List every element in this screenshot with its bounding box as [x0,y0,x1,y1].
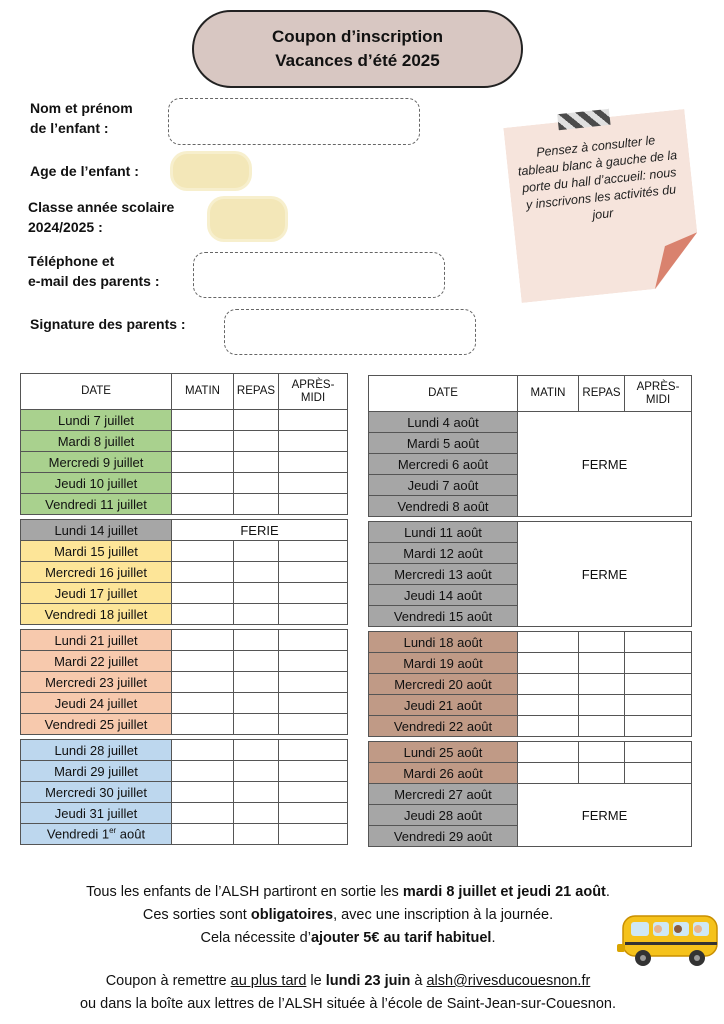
apres-midi-checkbox[interactable] [279,541,348,562]
repas-checkbox[interactable] [234,410,279,431]
date-cell: Vendredi 18 juillet [21,604,172,625]
matin-checkbox[interactable] [172,782,234,803]
date-cell: Lundi 18 août [369,632,518,653]
repas-checkbox[interactable] [234,541,279,562]
table-header-row [21,374,348,410]
apres-midi-checkbox[interactable] [279,630,348,651]
child-name-label-line1: Nom et prénom [30,100,133,116]
outing-notice-line3: Cela nécessite d’ajouter 5€ au tarif habituel. [200,930,496,946]
repas-checkbox[interactable] [234,630,279,651]
table-row [21,714,348,735]
matin-checkbox[interactable] [172,604,234,625]
apres-midi-checkbox[interactable] [279,740,348,761]
date-cell: Lundi 25 août [369,742,518,763]
apres-midi-checkbox[interactable] [279,431,348,452]
apres-midi-checkbox[interactable] [625,716,692,737]
matin-checkbox[interactable] [172,583,234,604]
repas-checkbox[interactable] [579,716,625,737]
date-cell: Mardi 5 août [369,433,518,454]
repas-checkbox[interactable] [234,824,279,845]
repas-checkbox[interactable] [234,672,279,693]
table-row [21,410,348,431]
title-line-1: Coupon d’inscription [272,27,443,46]
matin-checkbox[interactable] [172,431,234,452]
matin-checkbox[interactable] [518,695,579,716]
matin-checkbox[interactable] [172,410,234,431]
table-row [21,824,348,845]
header-date: DATE [369,376,518,412]
date-cell: Vendredi 15 août [369,606,518,627]
date-cell: Mardi 8 juillet [21,431,172,452]
sticky-note [503,109,702,303]
table-row [369,653,692,674]
signature-label: Signature des parents : [30,316,186,332]
date-cell: Mercredi 30 juillet [21,782,172,803]
apres-midi-checkbox[interactable] [625,695,692,716]
apres-midi-checkbox[interactable] [279,761,348,782]
date-cell: Mercredi 13 août [369,564,518,585]
repas-checkbox[interactable] [234,693,279,714]
repas-checkbox[interactable] [234,583,279,604]
header-date: DATE [21,374,172,410]
date-cell: Jeudi 7 août [369,475,518,496]
table-row [369,716,692,737]
table-row [21,541,348,562]
matin-checkbox[interactable] [172,452,234,473]
matin-checkbox[interactable] [172,562,234,583]
ferme-cell: FERME [518,412,692,517]
matin-checkbox[interactable] [172,541,234,562]
matin-checkbox[interactable] [172,824,234,845]
repas-checkbox[interactable] [234,740,279,761]
table-row [21,740,348,761]
repas-checkbox[interactable] [234,494,279,515]
table-row [21,761,348,782]
table-header-row [369,376,692,412]
title-line-2: Vacances d’été 2025 [275,51,440,70]
header-apres-midi: APRÈS- MIDI [625,376,692,412]
table-row [21,431,348,452]
repas-checkbox[interactable] [579,632,625,653]
repas-checkbox[interactable] [234,452,279,473]
table-row [21,494,348,515]
class-label-line1: Classe année scolaire [28,199,175,215]
phone-label-line1: Téléphone et [28,253,115,269]
apres-midi-checkbox[interactable] [625,763,692,784]
apres-midi-checkbox[interactable] [279,562,348,583]
age-field[interactable] [173,154,249,188]
table-row [21,693,348,714]
date-cell: Mercredi 27 août [369,784,518,805]
table-row [21,803,348,824]
school-bus-icon [617,908,721,972]
date-cell: Lundi 11 août [369,522,518,543]
matin-checkbox[interactable] [172,672,234,693]
date-cell: Jeudi 14 août [369,585,518,606]
date-cell: Vendredi 22 août [369,716,518,737]
repas-checkbox[interactable] [234,651,279,672]
apres-midi-checkbox[interactable] [279,583,348,604]
repas-checkbox[interactable] [579,653,625,674]
table-row [369,632,692,653]
apres-midi-checkbox[interactable] [279,782,348,803]
matin-checkbox[interactable] [518,653,579,674]
header-apres-midi: APRÈS- MIDI [279,374,348,410]
child-name-label-line2: de l’enfant : [30,120,109,136]
repas-checkbox[interactable] [234,782,279,803]
table-row [21,473,348,494]
matin-checkbox[interactable] [172,494,234,515]
date-cell: Vendredi 29 août [369,826,518,847]
july-table [20,373,348,845]
table-row [369,522,692,543]
matin-checkbox[interactable] [172,651,234,672]
repas-checkbox[interactable] [579,742,625,763]
date-cell: Mercredi 9 juillet [21,452,172,473]
august-table [368,375,692,847]
table-row [369,763,692,784]
ferme-cell: FERME [518,784,692,847]
repas-checkbox[interactable] [234,562,279,583]
outing-notice-line2: Ces sorties sont obligatoires, avec une inscription à la journée. [142,907,554,923]
class-label-line2: 2024/2025 : [28,219,103,235]
matin-checkbox[interactable] [518,716,579,737]
repas-checkbox[interactable] [234,604,279,625]
date-cell: Vendredi 8 août [369,496,518,517]
matin-checkbox[interactable] [172,693,234,714]
apres-midi-checkbox[interactable] [279,651,348,672]
ferme-cell: FERME [518,522,692,627]
repas-checkbox[interactable] [234,473,279,494]
apres-midi-checkbox[interactable] [279,693,348,714]
return-instructions-line1: Coupon à remettre au plus tard le lundi 23 juin à alsh@rivesducouesnon.fr [105,973,591,989]
matin-checkbox[interactable] [172,473,234,494]
apres-midi-checkbox[interactable] [625,742,692,763]
date-cell: Mercredi 20 août [369,674,518,695]
ferie-cell: FERIE [172,520,348,541]
matin-checkbox[interactable] [172,630,234,651]
outing-notice-line1: Tous les enfants de l’ALSH partiront en sortie les mardi 8 juillet et jeudi 21 août. [86,884,610,900]
apres-midi-checkbox[interactable] [279,473,348,494]
table-row [21,630,348,651]
table-row [21,672,348,693]
apres-midi-checkbox[interactable] [279,452,348,473]
child-name-field[interactable] [168,98,420,145]
matin-checkbox[interactable] [518,763,579,784]
date-cell: Jeudi 21 août [369,695,518,716]
date-cell: Jeudi 24 juillet [21,693,172,714]
apres-midi-checkbox[interactable] [625,653,692,674]
date-cell: Jeudi 31 juillet [21,803,172,824]
date-cell: Mercredi 16 juillet [21,562,172,583]
date-cell: Mercredi 23 juillet [21,672,172,693]
date-cell: Vendredi 25 juillet [21,714,172,735]
class-field[interactable] [210,199,285,239]
date-cell: Mardi 19 août [369,653,518,674]
phone-email-field[interactable] [193,252,445,298]
apres-midi-checkbox[interactable] [279,672,348,693]
apres-midi-checkbox[interactable] [279,410,348,431]
date-cell: Lundi 14 juillet [21,520,172,541]
table-row [369,742,692,763]
title-banner [192,10,523,88]
matin-checkbox[interactable] [172,803,234,824]
table-row [21,782,348,803]
header-matin: MATIN [518,376,579,412]
date-cell: Mardi 15 juillet [21,541,172,562]
email-link[interactable]: alsh@rivesducouesnon.fr [426,973,591,989]
table-row [21,562,348,583]
table-row [21,651,348,672]
date-cell: Lundi 28 juillet [21,740,172,761]
table-row [21,604,348,625]
apres-midi-checkbox[interactable] [279,604,348,625]
apres-midi-checkbox[interactable] [279,494,348,515]
matin-checkbox[interactable] [172,761,234,782]
matin-checkbox[interactable] [518,742,579,763]
date-cell: Vendredi 1er août [21,824,172,845]
apres-midi-checkbox[interactable] [625,632,692,653]
repas-checkbox[interactable] [234,431,279,452]
repas-checkbox[interactable] [234,803,279,824]
sticky-note-text: Pensez à consulter le tableau blanc à gauche de la porte du hall d’accueil: nous y inscrivons les activités du jour [517,133,678,223]
matin-checkbox[interactable] [172,714,234,735]
header-matin: MATIN [172,374,234,410]
header-repas: REPAS [234,374,279,410]
table-row [21,452,348,473]
age-label: Age de l’enfant : [30,163,139,179]
repas-checkbox[interactable] [579,763,625,784]
apres-midi-checkbox[interactable] [625,674,692,695]
matin-checkbox[interactable] [518,632,579,653]
matin-checkbox[interactable] [172,740,234,761]
signature-field[interactable] [224,309,476,355]
table-row [369,784,692,805]
repas-checkbox[interactable] [234,761,279,782]
date-cell: Lundi 4 août [369,412,518,433]
repas-checkbox[interactable] [579,695,625,716]
table-row [21,520,348,541]
date-cell: Mardi 12 août [369,543,518,564]
table-row [21,583,348,604]
date-cell: Jeudi 28 août [369,805,518,826]
phone-label [28,251,160,291]
repas-checkbox[interactable] [579,674,625,695]
header-repas: REPAS [579,376,625,412]
class-label [28,197,174,237]
table-row [369,412,692,433]
repas-checkbox[interactable] [234,714,279,735]
date-cell: Mercredi 6 août [369,454,518,475]
return-instructions-line2: ou dans la boîte aux lettres de l’ALSH située à l’école de Saint-Jean-sur-Couesnon. [79,996,616,1012]
date-cell: Mardi 26 août [369,763,518,784]
date-cell: Vendredi 11 juillet [21,494,172,515]
apres-midi-checkbox[interactable] [279,803,348,824]
matin-checkbox[interactable] [518,674,579,695]
apres-midi-checkbox[interactable] [279,714,348,735]
date-cell: Jeudi 10 juillet [21,473,172,494]
date-cell: Mardi 29 juillet [21,761,172,782]
date-cell: Lundi 21 juillet [21,630,172,651]
date-cell: Lundi 7 juillet [21,410,172,431]
date-cell: Mardi 22 juillet [21,651,172,672]
table-row [369,695,692,716]
child-name-label [30,98,133,138]
phone-label-line2: e-mail des parents : [28,273,160,289]
table-row [369,674,692,695]
apres-midi-checkbox[interactable] [279,824,348,845]
date-cell: Jeudi 17 juillet [21,583,172,604]
